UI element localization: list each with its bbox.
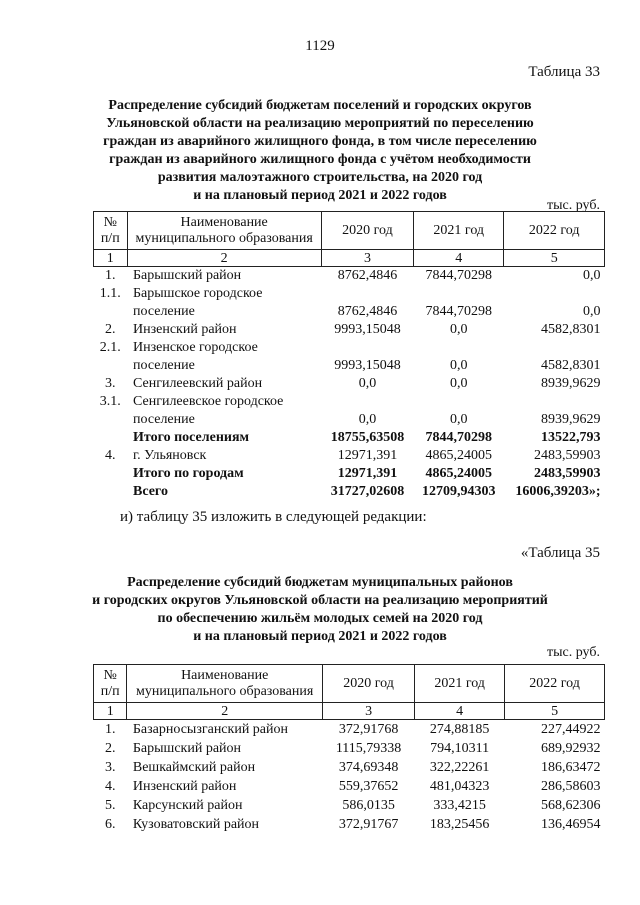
row-number: 6.: [104, 817, 116, 832]
row-name: Базарносызганский район: [132, 722, 289, 737]
table-33-unit: тыс. руб.: [547, 198, 600, 213]
title-line: по обеспечению жильём молодых семей на 2020 год: [157, 611, 483, 626]
table-row: [94, 758, 605, 777]
value-2020: 9993,15048: [334, 358, 401, 373]
table-35-unit: тыс. руб.: [547, 645, 600, 660]
header-name: Наименование муниципального образования: [127, 665, 323, 703]
table-row: [94, 465, 605, 483]
row-number: 1.: [104, 722, 116, 737]
value-2021: 322,22261: [429, 760, 490, 775]
value-2022: 16006,39203»;: [515, 484, 601, 499]
value-2021: 183,25456: [429, 817, 490, 832]
table-33-label: Таблица 33: [528, 64, 600, 80]
value-2021: 794,10311: [430, 741, 490, 756]
row-name: Всего: [133, 484, 168, 499]
table-row: [94, 321, 605, 339]
table-row: [94, 375, 605, 393]
title-line: граждан из аварийного жилищного фонда, в том числе переселению: [103, 134, 537, 149]
row-number: [94, 483, 128, 501]
column-number: 2: [127, 703, 323, 720]
value-2021: 7844,70298: [425, 268, 492, 283]
title-line: развития малоэтажного строительства, на 2020 год: [157, 170, 483, 185]
row-number: 5.: [104, 798, 116, 813]
value-2020: 1115,79338: [335, 741, 402, 756]
value-2022: 4582,8301: [541, 358, 601, 373]
value-2021: 0,0: [449, 412, 468, 427]
row-number: 2.: [105, 322, 116, 337]
table-33: [93, 211, 605, 501]
row-name: Кузоватовский район: [132, 817, 260, 832]
title-line: и на плановый период 2021 и 2022 годов: [193, 188, 447, 203]
table-row: [94, 739, 605, 758]
value-2020: 0,0: [358, 376, 377, 391]
amendment-note: и) таблицу 35 изложить в следующей редакции:: [120, 509, 427, 525]
value-2021: 7844,70298: [425, 430, 492, 445]
value-2021: 4865,24005: [425, 448, 492, 463]
table-row: [94, 429, 605, 447]
table-row: [94, 267, 605, 286]
value-2022: 4582,8301: [541, 322, 601, 337]
row-name: Инзенское городское поселение: [133, 340, 258, 373]
value-2021: 4865,24005: [425, 466, 492, 481]
value-2021: 274,88185: [429, 722, 490, 737]
value-2022: 8939,9629: [541, 412, 601, 427]
column-number: 3: [321, 250, 413, 267]
value-2020: 8762,4846: [337, 268, 398, 283]
value-2020: 374,69348: [338, 760, 399, 775]
column-number: 1: [94, 703, 127, 720]
value-2022: 227,44922: [541, 722, 601, 737]
header-number: № п/п: [94, 665, 127, 703]
row-name: Барышский район: [132, 741, 242, 756]
column-number: 1: [94, 250, 128, 267]
header-name: Наименование муниципального образования: [127, 212, 321, 250]
header-2021: 2021 год: [415, 665, 505, 703]
header-2021: 2021 год: [414, 212, 504, 250]
row-number: 3.: [105, 376, 116, 391]
row-name: Сенгилеевский район: [133, 376, 263, 391]
row-number: [94, 429, 128, 447]
value-2020: 0,0: [358, 412, 377, 427]
value-2021: 12709,94303: [421, 484, 496, 499]
header-2022: 2022 год: [504, 212, 605, 250]
table-row: [94, 720, 605, 740]
column-number: 4: [415, 703, 505, 720]
table-row: [94, 285, 605, 321]
table-35-title: [85, 574, 555, 646]
header-2020: 2020 год: [321, 212, 413, 250]
value-2021: 0,0: [449, 358, 468, 373]
row-number: 1.: [105, 268, 116, 283]
value-2022: 2483,59903: [534, 466, 601, 481]
row-name: г. Ульяновск: [133, 448, 207, 463]
header-2022: 2022 год: [505, 665, 605, 703]
row-name: Сенгилеевское городское поселение: [133, 394, 284, 427]
title-line: и на плановый период 2021 и 2022 годов: [193, 629, 447, 644]
row-name: Карсунский район: [132, 798, 243, 813]
table-row: [94, 393, 605, 429]
value-2021: 7844,70298: [425, 304, 492, 319]
title-line: Распределение субсидий бюджетам муниципальных районов: [127, 575, 513, 590]
column-number: 2: [127, 250, 321, 267]
row-number: 4.: [104, 779, 116, 794]
column-number: 5: [504, 250, 605, 267]
header-number: № п/п: [94, 212, 128, 250]
value-2020: 559,37652: [338, 779, 399, 794]
value-2020: 8762,4846: [337, 304, 398, 319]
column-number: 4: [414, 250, 504, 267]
row-name: Барышский район: [133, 268, 242, 283]
row-number: 3.1.: [99, 394, 121, 409]
row-name: Инзенский район: [133, 322, 237, 337]
row-number: 4.: [105, 448, 116, 463]
table-35: [93, 664, 605, 834]
value-2022: 13522,793: [541, 430, 601, 445]
value-2021: 333,4215: [433, 798, 486, 813]
value-2022: 568,62306: [541, 798, 601, 813]
row-name: Итого по городам: [133, 466, 244, 481]
row-number: [94, 465, 128, 483]
table-row: [94, 777, 605, 796]
value-2020: 31727,02608: [330, 484, 405, 499]
value-2022: 8939,9629: [541, 376, 601, 391]
table-row: [94, 796, 605, 815]
row-number: 2.: [104, 741, 116, 756]
table-row: [94, 815, 605, 834]
value-2020: 9993,15048: [334, 322, 401, 337]
value-2022: 2483,59903: [534, 448, 601, 463]
value-2021: 0,0: [449, 376, 468, 391]
value-2020: 18755,63508: [330, 430, 405, 445]
row-number: 3.: [104, 760, 116, 775]
value-2022: 0,0: [583, 304, 601, 319]
title-line: и городских округов Ульяновской области на реализацию мероприятий: [92, 593, 548, 608]
table-row: [94, 339, 605, 375]
value-2020: 372,91767: [338, 817, 399, 832]
value-2020: 12971,391: [337, 466, 398, 481]
value-2022: 286,58603: [541, 779, 601, 794]
title-line: Ульяновской области на реализацию мероприятий по переселению: [106, 116, 534, 131]
row-number: 1.1.: [99, 286, 121, 301]
value-2020: 372,91768: [338, 722, 399, 737]
column-number: 5: [505, 703, 605, 720]
row-name: Итого поселениям: [133, 430, 250, 445]
column-number-row: [94, 703, 605, 720]
value-2021: 0,0: [449, 322, 468, 337]
value-2020: 12971,391: [337, 448, 398, 463]
table-row: [94, 447, 605, 465]
row-name: Вешкаймский район: [132, 760, 256, 775]
value-2022: 136,46954: [541, 817, 601, 832]
header-2020: 2020 год: [323, 665, 415, 703]
page-number: 1129: [305, 38, 335, 54]
table-row: [94, 483, 605, 501]
row-name: Барышское городское поселение: [133, 286, 263, 319]
row-number: 2.1.: [99, 340, 121, 355]
table-33-title: [85, 97, 555, 205]
value-2021: 481,04323: [429, 779, 490, 794]
value-2022: 0,0: [583, 268, 601, 283]
table-35-label: «Таблица 35: [520, 545, 600, 561]
value-2022: 186,63472: [541, 760, 601, 775]
title-line: Распределение субсидий бюджетам поселений и городских округов: [108, 98, 532, 113]
title-line: граждан из аварийного жилищного фонда с учётом необходимости: [109, 152, 531, 167]
column-number: 3: [323, 703, 415, 720]
row-name: Инзенский район: [132, 779, 237, 794]
value-2020: 586,0135: [342, 798, 395, 813]
column-number-row: [94, 250, 605, 267]
value-2022: 689,92932: [541, 741, 601, 756]
